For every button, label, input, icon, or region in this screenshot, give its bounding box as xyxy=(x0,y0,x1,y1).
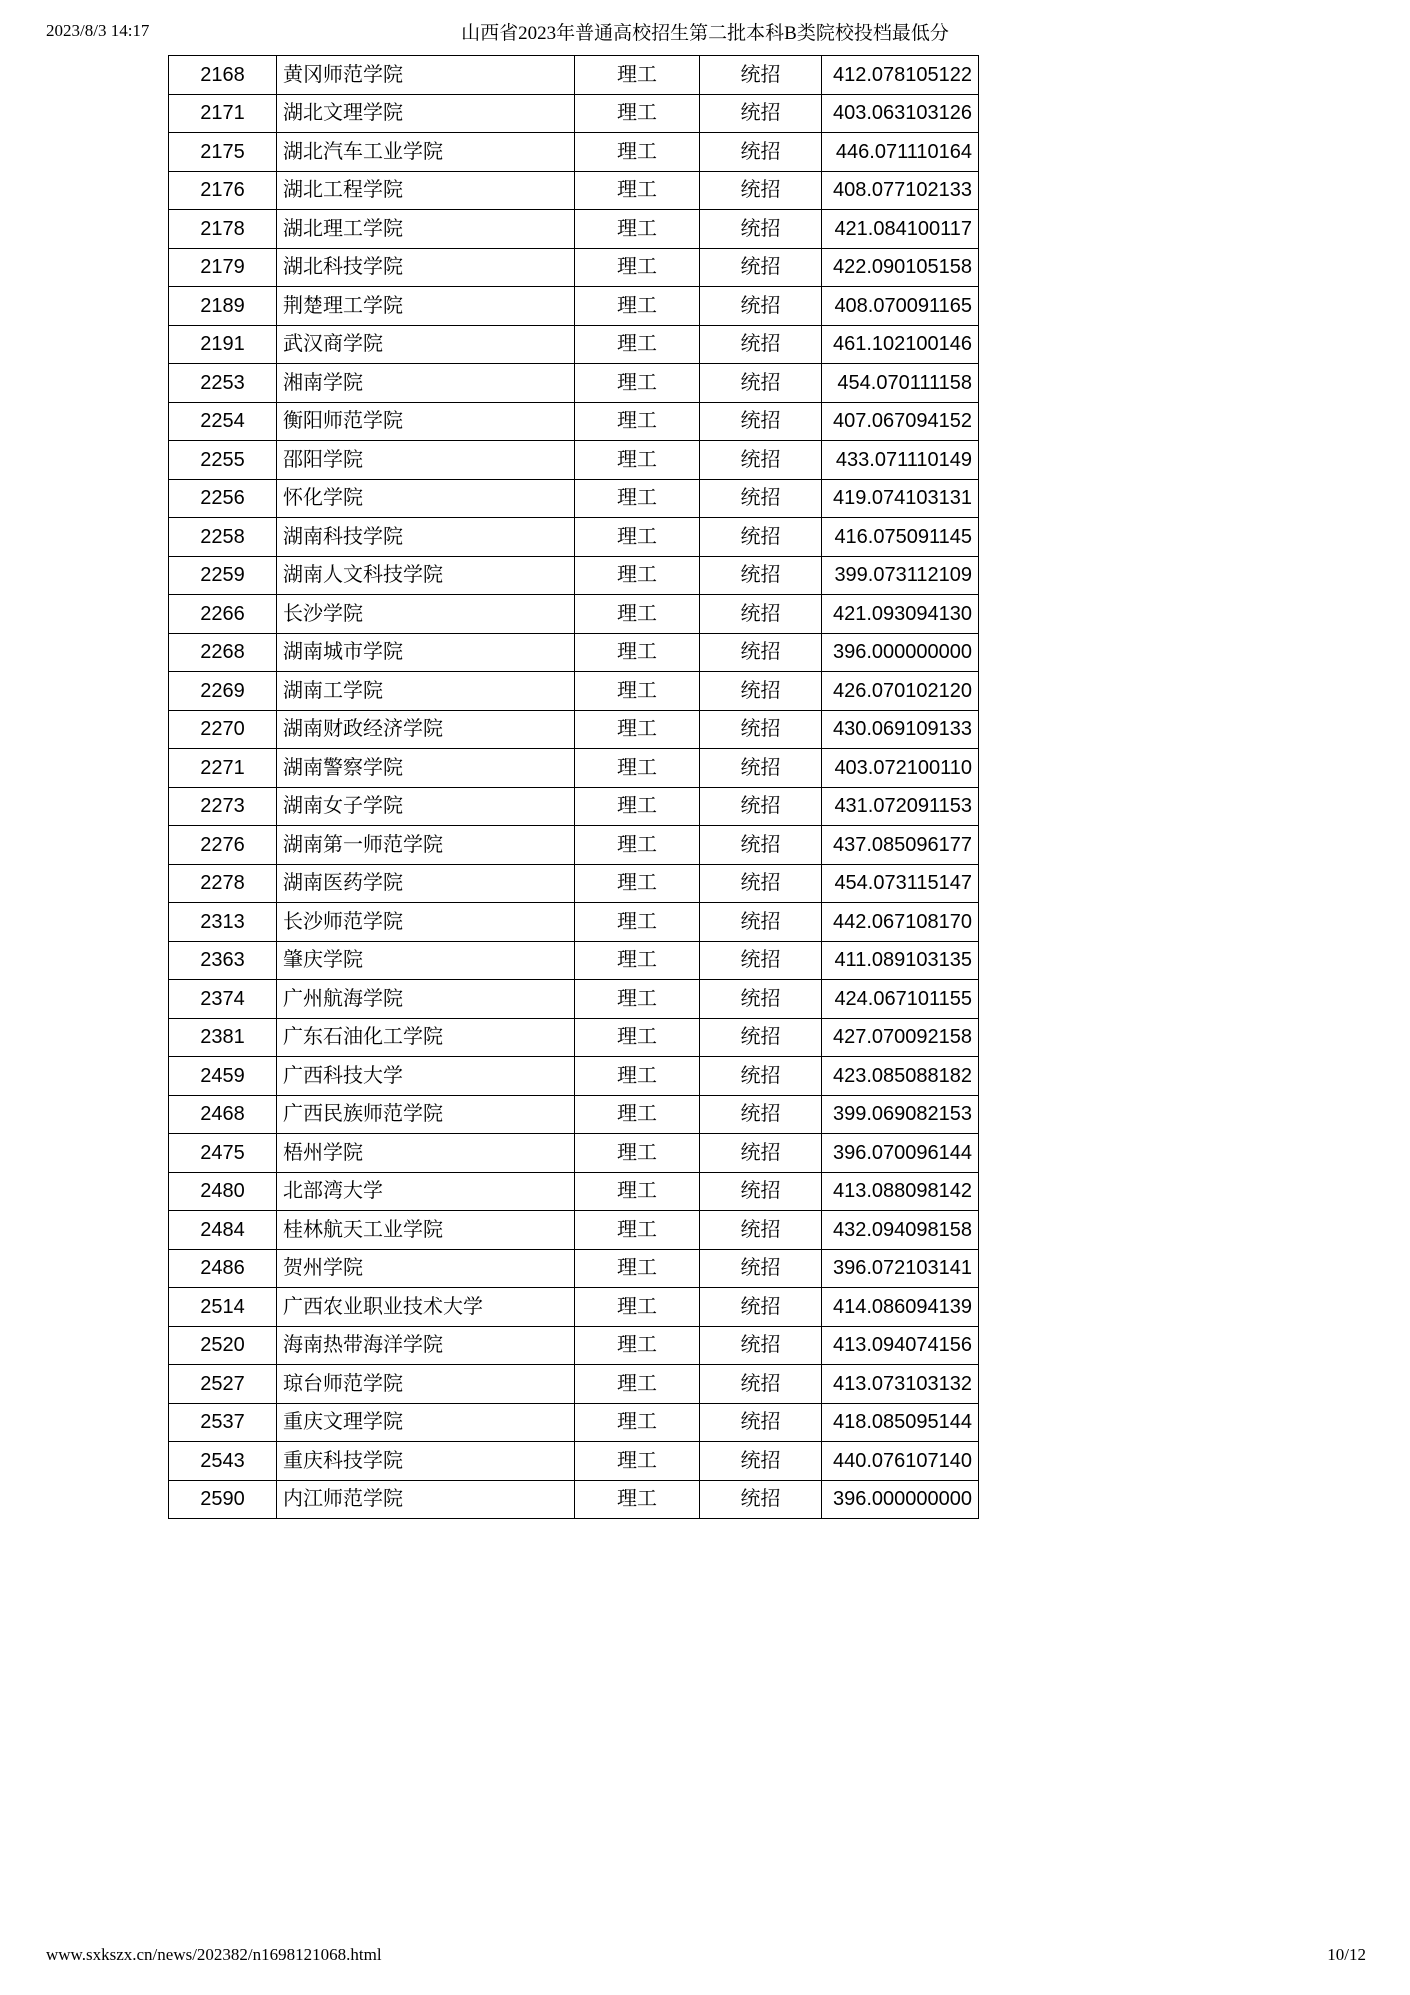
row-min-score: 421.093094130 xyxy=(822,595,979,634)
row-admission-type: 统招 xyxy=(700,133,822,172)
row-min-score: 454.073115147 xyxy=(822,864,979,903)
table-row xyxy=(169,171,979,210)
row-subject-category: 理工 xyxy=(575,1057,700,1096)
row-admission-type: 统招 xyxy=(700,595,822,634)
row-subject-category: 理工 xyxy=(575,518,700,557)
score-table-container xyxy=(168,55,978,1519)
table-row xyxy=(169,1172,979,1211)
row-institution-name: 武汉商学院 xyxy=(277,325,575,364)
row-subject-category: 理工 xyxy=(575,1480,700,1519)
row-institution-name: 湖南女子学院 xyxy=(277,787,575,826)
row-institution-name: 海南热带海洋学院 xyxy=(277,1326,575,1365)
row-institution-code: 2484 xyxy=(169,1211,277,1250)
table-row xyxy=(169,1288,979,1327)
score-table-body xyxy=(169,56,979,1519)
table-row xyxy=(169,1365,979,1404)
row-institution-code: 2527 xyxy=(169,1365,277,1404)
row-min-score: 408.077102133 xyxy=(822,171,979,210)
row-institution-name: 梧州学院 xyxy=(277,1134,575,1173)
row-institution-name: 贺州学院 xyxy=(277,1249,575,1288)
row-min-score: 422.090105158 xyxy=(822,248,979,287)
row-institution-code: 2253 xyxy=(169,364,277,403)
row-admission-type: 统招 xyxy=(700,402,822,441)
table-row xyxy=(169,672,979,711)
row-subject-category: 理工 xyxy=(575,826,700,865)
row-institution-name: 湖北文理学院 xyxy=(277,94,575,133)
row-min-score: 407.067094152 xyxy=(822,402,979,441)
row-institution-name: 衡阳师范学院 xyxy=(277,402,575,441)
row-admission-type: 统招 xyxy=(700,1249,822,1288)
table-row xyxy=(169,287,979,326)
row-institution-name: 黄冈师范学院 xyxy=(277,56,575,95)
row-admission-type: 统招 xyxy=(700,364,822,403)
row-admission-type: 统招 xyxy=(700,210,822,249)
table-row xyxy=(169,441,979,480)
row-institution-code: 2189 xyxy=(169,287,277,326)
row-institution-name: 湖南科技学院 xyxy=(277,518,575,557)
table-row xyxy=(169,941,979,980)
row-subject-category: 理工 xyxy=(575,248,700,287)
row-subject-category: 理工 xyxy=(575,441,700,480)
table-row xyxy=(169,94,979,133)
row-institution-code: 2271 xyxy=(169,749,277,788)
row-institution-name: 湖北工程学院 xyxy=(277,171,575,210)
row-admission-type: 统招 xyxy=(700,1403,822,1442)
row-institution-code: 2254 xyxy=(169,402,277,441)
row-institution-name: 湖南城市学院 xyxy=(277,633,575,672)
row-admission-type: 统招 xyxy=(700,441,822,480)
row-institution-name: 内江师范学院 xyxy=(277,1480,575,1519)
row-subject-category: 理工 xyxy=(575,133,700,172)
row-admission-type: 统招 xyxy=(700,1442,822,1481)
row-min-score: 442.067108170 xyxy=(822,903,979,942)
row-min-score: 419.074103131 xyxy=(822,479,979,518)
row-institution-name: 湖南第一师范学院 xyxy=(277,826,575,865)
row-admission-type: 统招 xyxy=(700,518,822,557)
row-min-score: 399.073112109 xyxy=(822,556,979,595)
row-institution-code: 2381 xyxy=(169,1018,277,1057)
row-min-score: 424.067101155 xyxy=(822,980,979,1019)
table-row xyxy=(169,633,979,672)
row-min-score: 418.085095144 xyxy=(822,1403,979,1442)
row-admission-type: 统招 xyxy=(700,556,822,595)
table-row xyxy=(169,826,979,865)
row-institution-code: 2537 xyxy=(169,1403,277,1442)
row-institution-code: 2313 xyxy=(169,903,277,942)
row-admission-type: 统招 xyxy=(700,1172,822,1211)
row-institution-name: 广东石油化工学院 xyxy=(277,1018,575,1057)
row-subject-category: 理工 xyxy=(575,1211,700,1250)
row-min-score: 413.088098142 xyxy=(822,1172,979,1211)
table-row xyxy=(169,864,979,903)
row-institution-name: 怀化学院 xyxy=(277,479,575,518)
table-row xyxy=(169,710,979,749)
row-institution-code: 2363 xyxy=(169,941,277,980)
print-date: 2023/8/3 14:17 xyxy=(46,21,150,40)
row-min-score: 413.073103132 xyxy=(822,1365,979,1404)
row-institution-code: 2256 xyxy=(169,479,277,518)
table-row xyxy=(169,556,979,595)
row-institution-name: 湖北科技学院 xyxy=(277,248,575,287)
row-institution-code: 2191 xyxy=(169,325,277,364)
row-subject-category: 理工 xyxy=(575,1442,700,1481)
table-row xyxy=(169,325,979,364)
row-institution-name: 湖北理工学院 xyxy=(277,210,575,249)
row-institution-code: 2268 xyxy=(169,633,277,672)
row-admission-type: 统招 xyxy=(700,710,822,749)
row-min-score: 430.069109133 xyxy=(822,710,979,749)
row-subject-category: 理工 xyxy=(575,941,700,980)
row-institution-code: 2543 xyxy=(169,1442,277,1481)
row-institution-name: 肇庆学院 xyxy=(277,941,575,980)
row-institution-code: 2276 xyxy=(169,826,277,865)
row-admission-type: 统招 xyxy=(700,672,822,711)
row-min-score: 437.085096177 xyxy=(822,826,979,865)
table-row xyxy=(169,1249,979,1288)
row-institution-code: 2178 xyxy=(169,210,277,249)
row-institution-name: 荆楚理工学院 xyxy=(277,287,575,326)
row-institution-name: 北部湾大学 xyxy=(277,1172,575,1211)
row-institution-code: 2255 xyxy=(169,441,277,480)
row-admission-type: 统招 xyxy=(700,171,822,210)
row-subject-category: 理工 xyxy=(575,287,700,326)
row-institution-code: 2273 xyxy=(169,787,277,826)
table-row xyxy=(169,980,979,1019)
row-institution-code: 2171 xyxy=(169,94,277,133)
row-institution-name: 桂林航天工业学院 xyxy=(277,1211,575,1250)
row-institution-name: 湖南人文科技学院 xyxy=(277,556,575,595)
row-min-score: 396.000000000 xyxy=(822,633,979,672)
table-row xyxy=(169,402,979,441)
row-min-score: 413.094074156 xyxy=(822,1326,979,1365)
table-row xyxy=(169,364,979,403)
row-admission-type: 统招 xyxy=(700,1480,822,1519)
row-subject-category: 理工 xyxy=(575,1134,700,1173)
row-institution-name: 湘南学院 xyxy=(277,364,575,403)
row-admission-type: 统招 xyxy=(700,864,822,903)
row-institution-code: 2486 xyxy=(169,1249,277,1288)
row-subject-category: 理工 xyxy=(575,672,700,711)
row-institution-code: 2590 xyxy=(169,1480,277,1519)
row-min-score: 414.086094139 xyxy=(822,1288,979,1327)
row-admission-type: 统招 xyxy=(700,325,822,364)
row-min-score: 440.076107140 xyxy=(822,1442,979,1481)
row-subject-category: 理工 xyxy=(575,56,700,95)
table-row xyxy=(169,1442,979,1481)
table-row xyxy=(169,210,979,249)
row-admission-type: 统招 xyxy=(700,94,822,133)
row-min-score: 416.075091145 xyxy=(822,518,979,557)
row-admission-type: 统招 xyxy=(700,56,822,95)
row-institution-name: 湖南医药学院 xyxy=(277,864,575,903)
row-subject-category: 理工 xyxy=(575,1249,700,1288)
source-url: www.sxkszx.cn/news/202382/n1698121068.html xyxy=(46,1945,382,1964)
row-admission-type: 统招 xyxy=(700,787,822,826)
row-subject-category: 理工 xyxy=(575,1403,700,1442)
row-subject-category: 理工 xyxy=(575,171,700,210)
row-min-score: 421.084100117 xyxy=(822,210,979,249)
row-admission-type: 统招 xyxy=(700,633,822,672)
row-admission-type: 统招 xyxy=(700,1018,822,1057)
table-row xyxy=(169,479,979,518)
row-subject-category: 理工 xyxy=(575,1288,700,1327)
row-min-score: 433.071110149 xyxy=(822,441,979,480)
row-admission-type: 统招 xyxy=(700,1211,822,1250)
row-subject-category: 理工 xyxy=(575,402,700,441)
row-subject-category: 理工 xyxy=(575,364,700,403)
row-subject-category: 理工 xyxy=(575,1326,700,1365)
row-institution-code: 2259 xyxy=(169,556,277,595)
row-subject-category: 理工 xyxy=(575,710,700,749)
row-admission-type: 统招 xyxy=(700,1365,822,1404)
row-min-score: 426.070102120 xyxy=(822,672,979,711)
row-subject-category: 理工 xyxy=(575,1172,700,1211)
row-institution-code: 2168 xyxy=(169,56,277,95)
row-min-score: 408.070091165 xyxy=(822,287,979,326)
table-row xyxy=(169,248,979,287)
table-row xyxy=(169,133,979,172)
row-admission-type: 统招 xyxy=(700,980,822,1019)
row-admission-type: 统招 xyxy=(700,1095,822,1134)
row-subject-category: 理工 xyxy=(575,633,700,672)
row-institution-name: 邵阳学院 xyxy=(277,441,575,480)
row-admission-type: 统招 xyxy=(700,749,822,788)
row-institution-name: 广西科技大学 xyxy=(277,1057,575,1096)
row-min-score: 411.089103135 xyxy=(822,941,979,980)
row-institution-name: 琼台师范学院 xyxy=(277,1365,575,1404)
row-min-score: 427.070092158 xyxy=(822,1018,979,1057)
row-institution-code: 2179 xyxy=(169,248,277,287)
row-institution-code: 2468 xyxy=(169,1095,277,1134)
row-institution-code: 2374 xyxy=(169,980,277,1019)
row-institution-name: 广州航海学院 xyxy=(277,980,575,1019)
row-min-score: 431.072091153 xyxy=(822,787,979,826)
table-row xyxy=(169,1018,979,1057)
row-admission-type: 统招 xyxy=(700,1057,822,1096)
row-subject-category: 理工 xyxy=(575,787,700,826)
row-min-score: 399.069082153 xyxy=(822,1095,979,1134)
row-subject-category: 理工 xyxy=(575,325,700,364)
row-institution-code: 2269 xyxy=(169,672,277,711)
row-min-score: 396.072103141 xyxy=(822,1249,979,1288)
row-min-score: 412.078105122 xyxy=(822,56,979,95)
row-institution-code: 2266 xyxy=(169,595,277,634)
row-subject-category: 理工 xyxy=(575,1018,700,1057)
row-subject-category: 理工 xyxy=(575,749,700,788)
table-row xyxy=(169,787,979,826)
row-subject-category: 理工 xyxy=(575,595,700,634)
row-subject-category: 理工 xyxy=(575,864,700,903)
row-min-score: 432.094098158 xyxy=(822,1211,979,1250)
row-institution-name: 重庆科技学院 xyxy=(277,1442,575,1481)
row-institution-name: 湖南警察学院 xyxy=(277,749,575,788)
row-subject-category: 理工 xyxy=(575,903,700,942)
table-row xyxy=(169,903,979,942)
table-row xyxy=(169,1211,979,1250)
row-admission-type: 统招 xyxy=(700,479,822,518)
row-admission-type: 统招 xyxy=(700,248,822,287)
print-footer xyxy=(0,1945,1410,1969)
row-min-score: 403.072100110 xyxy=(822,749,979,788)
table-row xyxy=(169,1095,979,1134)
row-admission-type: 统招 xyxy=(700,903,822,942)
row-min-score: 396.070096144 xyxy=(822,1134,979,1173)
row-institution-code: 2520 xyxy=(169,1326,277,1365)
row-institution-name: 广西民族师范学院 xyxy=(277,1095,575,1134)
table-row xyxy=(169,1480,979,1519)
table-row xyxy=(169,56,979,95)
row-min-score: 396.000000000 xyxy=(822,1480,979,1519)
row-institution-code: 2459 xyxy=(169,1057,277,1096)
row-min-score: 461.102100146 xyxy=(822,325,979,364)
row-institution-name: 长沙学院 xyxy=(277,595,575,634)
table-row xyxy=(169,1403,979,1442)
row-institution-name: 湖南财政经济学院 xyxy=(277,710,575,749)
admission-score-table xyxy=(168,55,979,1519)
table-row xyxy=(169,1326,979,1365)
row-subject-category: 理工 xyxy=(575,1095,700,1134)
row-subject-category: 理工 xyxy=(575,1365,700,1404)
table-row xyxy=(169,749,979,788)
row-min-score: 454.070111158 xyxy=(822,364,979,403)
print-header xyxy=(0,18,1410,44)
page-number: 10/12 xyxy=(1327,1945,1366,1964)
row-institution-code: 2514 xyxy=(169,1288,277,1327)
row-institution-name: 广西农业职业技术大学 xyxy=(277,1288,575,1327)
document-title: 山西省2023年普通高校招生第二批本科B类院校投档最低分 xyxy=(461,22,949,44)
row-institution-code: 2480 xyxy=(169,1172,277,1211)
table-row xyxy=(169,1057,979,1096)
row-min-score: 446.071110164 xyxy=(822,133,979,172)
table-row xyxy=(169,1134,979,1173)
row-institution-name: 湖北汽车工业学院 xyxy=(277,133,575,172)
row-subject-category: 理工 xyxy=(575,980,700,1019)
row-admission-type: 统招 xyxy=(700,287,822,326)
row-institution-name: 湖南工学院 xyxy=(277,672,575,711)
row-institution-code: 2475 xyxy=(169,1134,277,1173)
row-institution-code: 2258 xyxy=(169,518,277,557)
row-subject-category: 理工 xyxy=(575,556,700,595)
table-row xyxy=(169,518,979,557)
row-institution-code: 2270 xyxy=(169,710,277,749)
row-admission-type: 统招 xyxy=(700,1288,822,1327)
row-subject-category: 理工 xyxy=(575,479,700,518)
row-institution-code: 2278 xyxy=(169,864,277,903)
row-min-score: 423.085088182 xyxy=(822,1057,979,1096)
row-institution-name: 重庆文理学院 xyxy=(277,1403,575,1442)
row-subject-category: 理工 xyxy=(575,94,700,133)
row-admission-type: 统招 xyxy=(700,1134,822,1173)
row-admission-type: 统招 xyxy=(700,941,822,980)
row-admission-type: 统招 xyxy=(700,1326,822,1365)
row-institution-code: 2175 xyxy=(169,133,277,172)
row-admission-type: 统招 xyxy=(700,826,822,865)
table-row xyxy=(169,595,979,634)
row-institution-name: 长沙师范学院 xyxy=(277,903,575,942)
row-min-score: 403.063103126 xyxy=(822,94,979,133)
row-institution-code: 2176 xyxy=(169,171,277,210)
row-subject-category: 理工 xyxy=(575,210,700,249)
